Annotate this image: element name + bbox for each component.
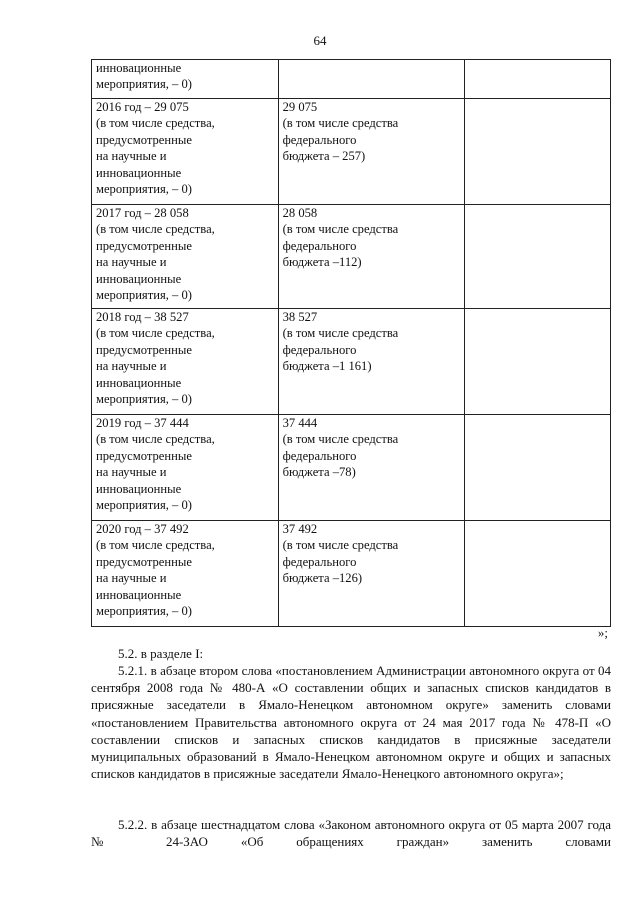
cell-line: предусмотренные <box>96 448 192 463</box>
cell-line: (в том числе средства, <box>96 222 215 237</box>
table-row <box>92 521 611 627</box>
table-cell-col3 <box>465 99 611 205</box>
table-row <box>92 60 611 99</box>
cell-line: на научные и <box>96 465 167 480</box>
cell-line: инновационные <box>96 587 182 602</box>
table-cell-col2 <box>278 415 465 521</box>
table-cell-col3 <box>465 205 611 309</box>
cell-line: бюджета –112) <box>282 255 362 270</box>
table-row <box>92 205 611 309</box>
cell-line: 2016 год – 29 075 <box>96 100 189 114</box>
cell-line: инновационные <box>96 271 182 286</box>
table-cell-col3 <box>465 309 611 415</box>
table-cell-col1 <box>92 415 279 521</box>
table-cell-col2 <box>278 99 465 205</box>
cell-line: мероприятия, – 0) <box>96 182 192 197</box>
cell-line: предусмотренные <box>96 342 192 357</box>
cell-line: инновационные <box>96 61 182 75</box>
cell-line: федерального <box>282 342 357 357</box>
table-cell-col2 <box>278 309 465 415</box>
cell-line: 37 492 <box>282 522 318 536</box>
cell-line: федерального <box>282 132 357 147</box>
cell-line: 28 058 <box>282 206 318 220</box>
table-cell-col3 <box>465 415 611 521</box>
cell-line: (в том числе средства, <box>96 432 215 447</box>
cell-line: 2017 год – 28 058 <box>96 206 189 220</box>
cell-line: предусмотренные <box>96 554 192 569</box>
cell-line: 37 444 <box>282 416 318 430</box>
cell-line: 29 075 <box>282 100 318 114</box>
cell-line: 2019 год – 37 444 <box>96 416 189 430</box>
page-number: 64 <box>313 33 327 48</box>
cell-line: мероприятия, – 0) <box>96 288 192 303</box>
cell-line: (в том числе средства <box>282 116 399 131</box>
cell-line: федерального <box>282 238 357 253</box>
table-cell-col3 <box>465 521 611 627</box>
table-cell-col2 <box>278 521 465 627</box>
cell-line: 38 527 <box>282 310 318 324</box>
table-cell-col2 <box>278 205 465 309</box>
funding-table <box>91 59 611 627</box>
cell-line: бюджета –126) <box>282 571 363 586</box>
cell-line: мероприятия, – 0) <box>96 498 192 513</box>
paragraph-5-2-2: 5.2.2. в абзаце шестнадцатом слова «Законом автономного округа от 05 марта 2007 года № 24-ЗАО «Об обращениях граждан» заменить словами <box>91 817 611 850</box>
cell-line: федерального <box>282 448 357 463</box>
cell-line: мероприятия, – 0) <box>96 392 192 407</box>
cell-line: (в том числе средства, <box>96 538 215 553</box>
cell-line: (в том числе средства, <box>96 116 215 131</box>
table-cell-col1 <box>92 205 279 309</box>
cell-line: предусмотренные <box>96 132 192 147</box>
cell-line: предусмотренные <box>96 238 192 253</box>
cell-line: 2018 год – 38 527 <box>96 310 189 324</box>
cell-line: федерального <box>282 554 357 569</box>
section-heading: 5.2. в разделе I: <box>118 646 204 661</box>
table-row <box>92 99 611 205</box>
cell-line: мероприятия, – 0) <box>96 77 192 92</box>
cell-line: (в том числе средства <box>282 326 399 341</box>
table-cell-col3 <box>465 60 611 99</box>
cell-line: на научные и <box>96 359 167 374</box>
table-cell-col2 <box>278 60 465 99</box>
cell-line: бюджета – 257) <box>282 149 366 164</box>
table-cell-col1 <box>92 99 279 205</box>
cell-line: (в том числе средства <box>282 538 399 553</box>
paragraph-5-2-1: 5.2.1. в абзаце втором слова «постановлением Администрации автономного округа от 04 сентября 2008 года № 480-А «О составлении общих и запасных списков кандидатов в присяжные заседатели в Ямало-Ненецком автономном округе» заменить словами «постановлением Правительства автономного округа от 24 мая 2017 года № 478-П «О составлении списков и запасных списков кандидатов в присяжные заседатели муниципальных образований в Ямало-Ненецком автономном округе и общих и запасных списков кандидатов в присяжные заседатели Ямало-Ненецкого автономного округа»; <box>91 663 611 782</box>
cell-line: на научные и <box>96 149 167 164</box>
table-cell-col1 <box>92 521 279 627</box>
cell-line: бюджета –78) <box>282 465 356 480</box>
cell-line: (в том числе средства <box>282 222 399 237</box>
cell-line: на научные и <box>96 255 167 270</box>
table-cell-col1 <box>92 60 279 99</box>
cell-line: 2020 год – 37 492 <box>96 522 189 536</box>
cell-line: (в том числе средства <box>282 432 399 447</box>
cell-line: бюджета –1 161) <box>282 359 372 374</box>
cell-line: на научные и <box>96 571 167 586</box>
closing-quote-mark: »; <box>597 625 608 640</box>
cell-line: (в том числе средства, <box>96 326 215 341</box>
table-cell-col1 <box>92 309 279 415</box>
table-row <box>92 415 611 521</box>
cell-line: инновационные <box>96 165 182 180</box>
cell-line: мероприятия, – 0) <box>96 604 192 619</box>
cell-line: инновационные <box>96 481 182 496</box>
table-row <box>92 309 611 415</box>
cell-line: инновационные <box>96 375 182 390</box>
